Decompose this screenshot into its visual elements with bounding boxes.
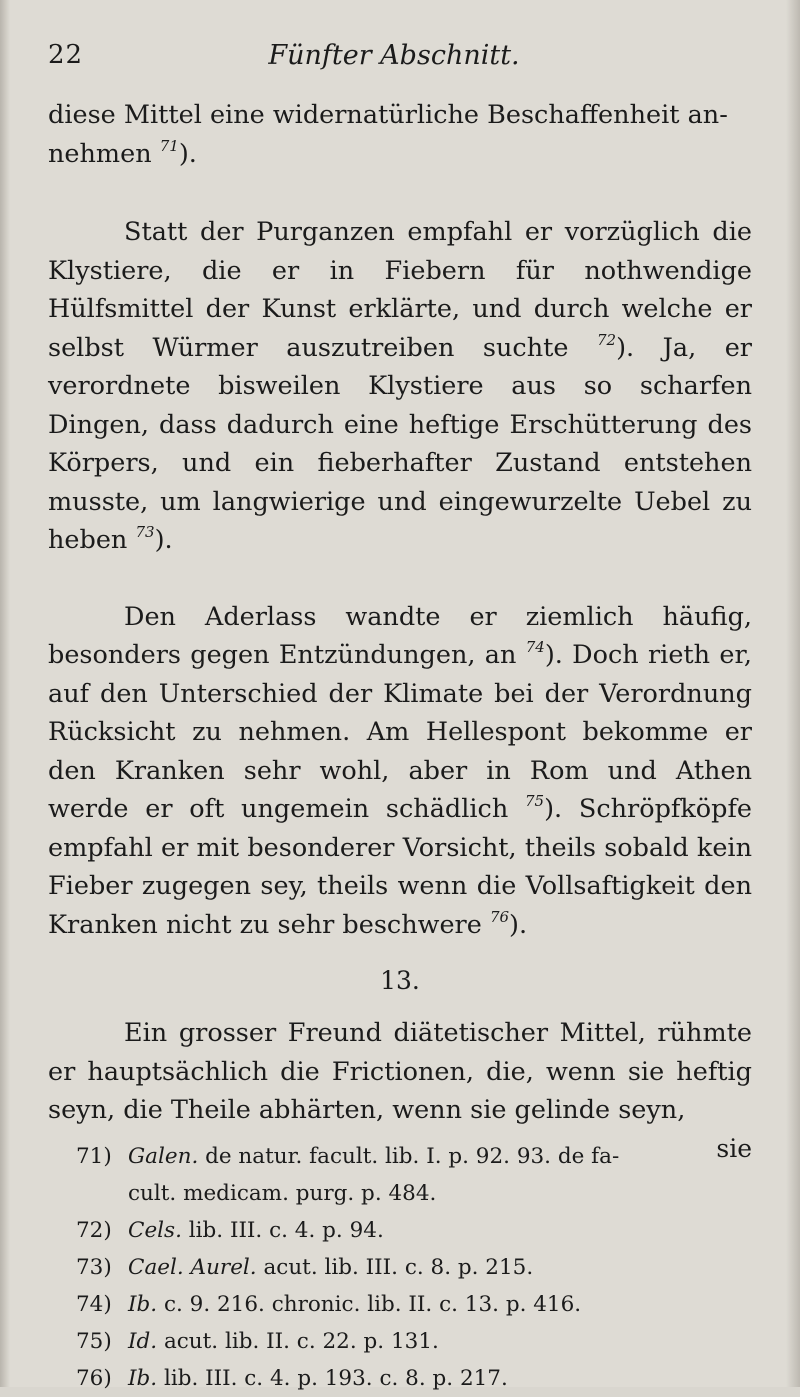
footnote-73 xyxy=(76,1249,756,1286)
paragraph-text: Den Aderlass wandte er ziemlich häufig, besonders gegen Entzündungen, an xyxy=(48,601,752,670)
footnote-number: 75) xyxy=(76,1329,112,1354)
paragraph-continuation xyxy=(48,96,752,173)
footnote-author: Ib. xyxy=(128,1292,164,1317)
footnote-74 xyxy=(76,1286,756,1323)
page-number: 22 xyxy=(48,40,84,70)
footnote-number: 73) xyxy=(76,1255,112,1280)
page-edge-shadow-right xyxy=(786,0,800,1387)
section-number: 13. xyxy=(380,966,420,995)
footnote-author: Galen. xyxy=(128,1144,206,1169)
paragraph-text: ). xyxy=(509,909,528,940)
footnote-number: 74) xyxy=(76,1292,112,1317)
footnote-72 xyxy=(76,1212,756,1249)
footnote-ref-72[interactable]: 72 xyxy=(596,330,617,349)
footnote-ref-76[interactable]: 76 xyxy=(489,907,510,926)
catchword: sie xyxy=(716,1133,752,1163)
footnote-number: 72) xyxy=(76,1218,112,1243)
footnote-reference: lib. III. c. 4. p. 193. c. 8. p. 217. xyxy=(163,1366,508,1391)
footnotes xyxy=(76,1138,756,1397)
paragraph-text: ). xyxy=(154,525,173,555)
paragraph-text: ). Ja, er verordnete bisweilen Klystiere aus so scharfen Dingen, dass dadurch eine heftige Erschütterung des Körpers, und ein fieberhafter Zustand entstehen musste, um langwierige und eingewurzelte Uebel zu heben xyxy=(48,332,752,555)
footnote-ref-74[interactable]: 74 xyxy=(525,638,545,656)
footnote-reference: lib. III. c. 4. p. 94. xyxy=(188,1218,384,1243)
paragraph-text: ). Schröpfköpfe empfahl er mit besonderer Vorsicht, theils sobald kein Fieber zugegen sey, theils wenn die Vollsaftigkeit den Kranken nicht zu sehr beschwere xyxy=(48,794,753,940)
footnote-75 xyxy=(76,1323,756,1360)
footnote-author: Ib. xyxy=(128,1366,164,1391)
running-title: Fünfter Abschnitt. xyxy=(268,40,520,71)
paragraph-text: ). Doch rieth er, auf den Unterschied der Klimate bei der Verordnung Rücksicht zu nehmen. Am Hellespont bekomme er den Kranken sehr wohl, aber in Rom und Athen werde er oft ungemein schädlich xyxy=(48,640,752,824)
footnote-reference: c. 9. 216. chronic. lib. II. c. 13. p. 416. xyxy=(163,1292,582,1317)
paragraph-text: Ein grosser Freund diätetischer Mittel, rühmte er hauptsächlich die Frictionen, die, wenn sie heftig seyn, die Theile abhärten, wenn sie gelinde seyn, xyxy=(48,1018,752,1125)
paragraph-purganzen xyxy=(48,213,752,560)
paragraph-frictionen xyxy=(48,1014,752,1130)
footnote-ref-73[interactable]: 73 xyxy=(135,523,155,541)
page-header xyxy=(48,40,740,80)
footnote-author: Cael. Aurel. xyxy=(128,1255,264,1280)
footnote-reference: de natur. facult. lib. I. p. 92. 93. de fa- xyxy=(205,1144,620,1169)
footnote-reference: acut. lib. III. c. 8. p. 215. xyxy=(263,1255,534,1280)
footnote-author: Cels. xyxy=(128,1218,189,1243)
main-text xyxy=(48,96,752,1168)
paragraph-aderlass xyxy=(48,598,752,945)
footnote-ref-71[interactable]: 71 xyxy=(159,136,179,155)
footnote-author: Id. xyxy=(128,1329,164,1354)
footnote-71 xyxy=(76,1138,756,1175)
footnote-76 xyxy=(76,1360,756,1397)
footnote-number: 71) xyxy=(76,1144,112,1169)
paragraph-text: nehmen xyxy=(48,138,160,169)
footnote-ref-75[interactable]: 75 xyxy=(524,792,545,810)
page-edge-shadow-left xyxy=(0,0,10,1387)
footnote-continuation: cult. medicam. purg. p. 484. xyxy=(128,1181,437,1206)
paragraph-text: ). xyxy=(178,138,197,169)
footnote-number: 76) xyxy=(76,1366,112,1391)
paragraph-text: diese Mittel eine widernatürliche Beschaffenheit an- xyxy=(48,100,728,130)
paragraph-text: Statt der Purganzen empfahl er vorzüglich die Klystiere, die er in Fiebern für nothwendige Hülfsmittel der Kunst erklärte, und durch welche er selbst Würmer auszutreiben suchte xyxy=(48,217,752,363)
footnote-reference: acut. lib. II. c. 22. p. 131. xyxy=(163,1329,439,1354)
